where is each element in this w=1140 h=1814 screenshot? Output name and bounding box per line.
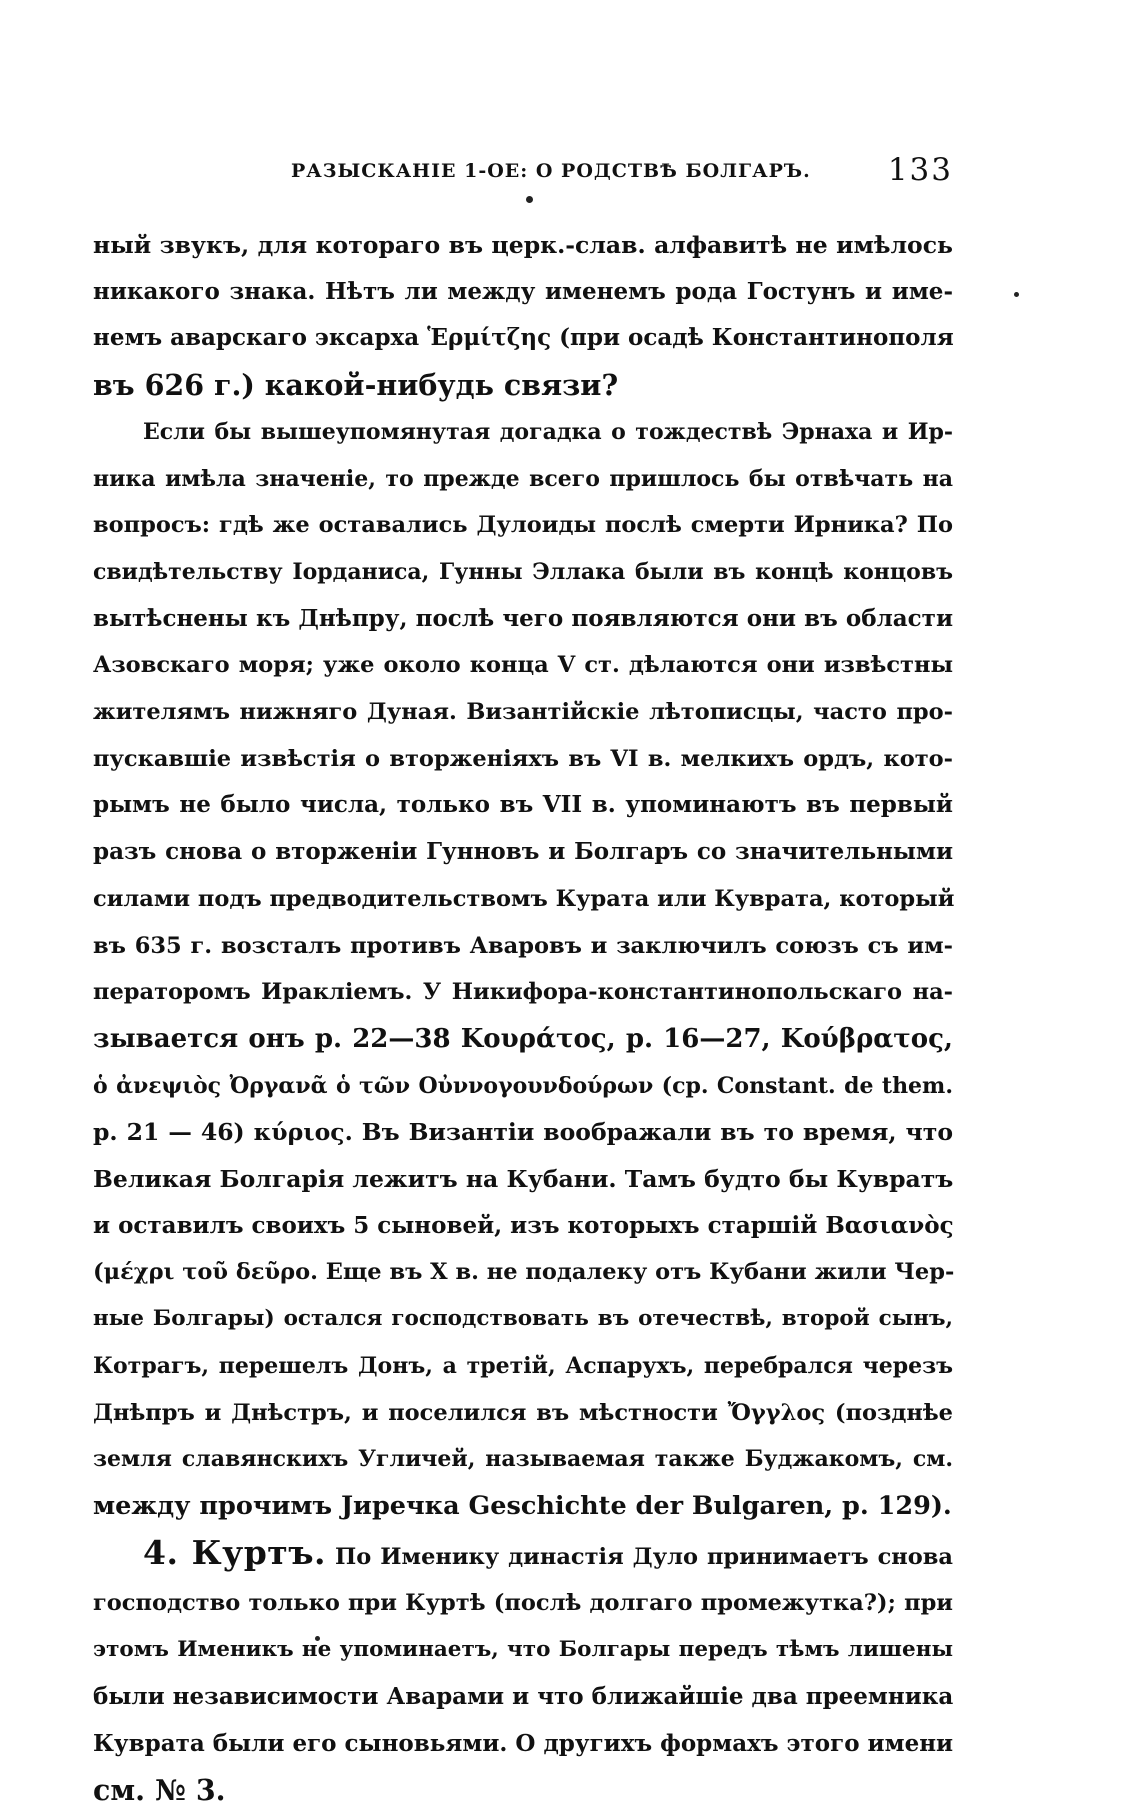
text-line: Куврата были его сыновьями. О другихъ формахъ этого имени — [93, 1729, 954, 1757]
text-line: Котрагъ, перешелъ Донъ, а третій, Аспарухъ, перебрался черезъ — [93, 1352, 953, 1379]
text-line: ператоромъ Иракліемъ. У Никифора-константинопольскаго на- — [93, 979, 953, 1006]
body-text — [93, 222, 953, 1814]
text-line: въ 626 г.) какой-нибудь связи? — [93, 368, 619, 403]
text-line: этомъ Именикъ не упоминаетъ, что Болгары передъ тѣмъ лишены — [93, 1637, 953, 1663]
text-line: пускавшіе извѣстія о вторженіяхъ въ VI в. мелкихъ ордъ, кото- — [93, 745, 953, 772]
text-line: Великая Болгарія лежитъ на Кубани. Тамъ будто бы Кувратъ — [93, 1165, 954, 1194]
page-number: 133 — [887, 152, 953, 188]
text-line: силами подъ предводительствомъ Курата или Куврата, который — [93, 885, 955, 912]
text-line: вопросъ: гдѣ же оставались Дулоиды послѣ смерти Ирника? По — [93, 512, 953, 539]
text-fragment: По Именику династія Дуло принимаетъ снова — [326, 1543, 953, 1570]
text-line: земля славянскихъ Угличей, называемая также Буджакомъ, см. — [93, 1446, 953, 1473]
text-line: свидѣтельству Іорданиса, Гунны Эллака были въ концѣ концовъ — [93, 558, 953, 585]
text-line: разъ снова о вторженіи Гунновъ и Болгаръ со значительными — [93, 838, 953, 866]
text-line: ὁ ἀνεψιὸς Ὀργανᾶ ὁ τῶν Οὐννογουνδούρων (ср. Constant. de them. — [93, 1072, 953, 1099]
text-line: ные Болгары) остался господствовать въ отечествѣ, второй сынъ, — [93, 1306, 953, 1332]
text-line: немъ аварскаго эксарха Ἑρμίτζης (при осадѣ Константинополя — [93, 324, 954, 352]
print-speck — [526, 196, 533, 203]
print-speck — [1014, 292, 1019, 297]
text-line: вытѣснены къ Днѣпру, послѣ чего появляются они въ области — [93, 604, 953, 632]
section-heading: 4. Куртъ. — [143, 1532, 327, 1572]
text-line: и оставилъ своихъ 5 сыновей, изъ которыхъ старшій Βασιανὸς — [93, 1211, 954, 1239]
text-line: рымъ не было числа, только въ VII в. упоминаютъ въ первый — [93, 791, 953, 819]
text-line: р. 21 — 46) κύριος. Въ Византіи воображали въ то время, что — [93, 1118, 953, 1147]
text-line: между прочимъ Јиречка Geschichte der Bulgaren, р. 129). — [93, 1490, 952, 1521]
text-line: Азовскаго моря; уже около конца V ст. дѣлаются они извѣстны — [93, 652, 953, 679]
text-line: господство только при Куртѣ (послѣ долгаго промежутка?); при — [93, 1590, 953, 1617]
text-line: см. № 3. — [93, 1773, 226, 1808]
text-line: Днѣпръ и Днѣстръ, и поселился въ мѣстности Ὄγγλος (позднѣе — [93, 1399, 953, 1426]
text-line: ника имѣла значеніе, то прежде всего пришлось бы отвѣчать на — [93, 465, 953, 492]
text-line: никакого знака. Нѣтъ ли между именемъ рода Гостунъ и име- — [93, 277, 953, 305]
text-line: (μέχρι τοῦ δεῦρο. Еще въ X в. не подалеку отъ Кубани жили Чер- — [93, 1259, 955, 1286]
text-line: были независимости Аварами и что ближайшіе два преемника — [93, 1682, 954, 1710]
text-line: Если бы вышеупомянутая догадка о тождествѣ Эрнаха и Ир- — [143, 418, 953, 445]
text-line — [93, 1530, 953, 1581]
text-line: жителямъ нижняго Дуная. Византійскіе лѣтописцы, часто про- — [93, 699, 953, 726]
text-line: зывается онъ р. 22—38 Κουράτος, р. 16—27, Κούβρατος, — [93, 1023, 953, 1054]
running-title: РАЗЫСКАНІЕ 1-ОЕ: О РОДСТВѢ БОЛГАРЪ. — [291, 160, 811, 182]
text-line: ный звукъ, для котораго въ церк.-слав. алфавитѣ не имѣлось — [93, 231, 953, 259]
page-header — [93, 152, 953, 192]
text-line: въ 635 г. возсталъ противъ Аваровъ и заключилъ союзъ съ им- — [93, 932, 953, 959]
